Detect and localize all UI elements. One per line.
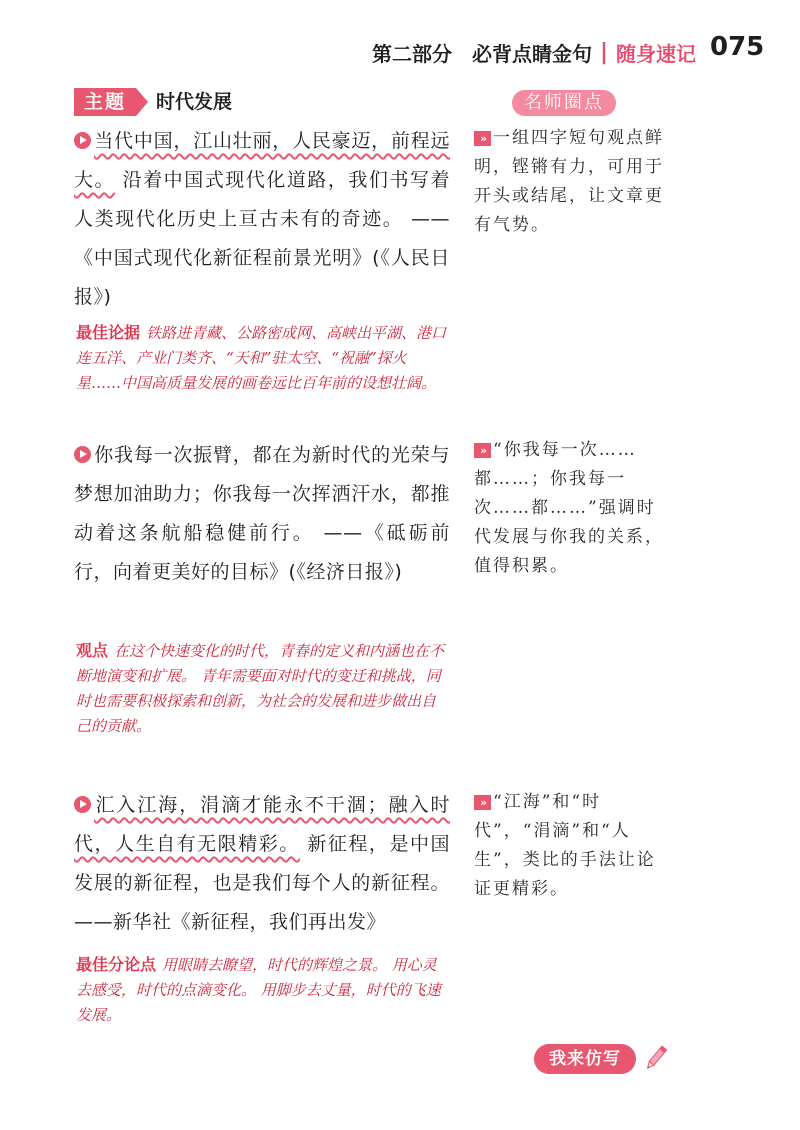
note-1-label: 最佳论据 bbox=[76, 323, 141, 342]
play-bullet-icon bbox=[74, 132, 91, 149]
note-2-text: 在这个快速变化的时代，青春的定义和内涵也在不断地演变和扩展。 青年需要面对时代的变迁和挑战，同时也需要积极探索和创新，为社会的发展和进步做出自己的贡献。 bbox=[76, 642, 445, 735]
quote-3-text: 新征程，是中国发展的新征程，也是我们每个人的新征程。 ——新华社《新征程，我们再出发》 bbox=[74, 833, 450, 933]
page-header bbox=[372, 34, 696, 70]
double-chevron-icon: » bbox=[474, 795, 491, 810]
comment-3-text: “江海”和“时代”，“涓滴”和“人生”，类比的手法让论证更精彩。 bbox=[474, 792, 656, 899]
page-number: 075 bbox=[710, 32, 765, 62]
comment-1-text: 一组四字短句观点鲜明，铿锵有力，可用于开头或结尾，让文章更有气势。 bbox=[474, 128, 664, 235]
header-subsection-title: 随身速记 bbox=[616, 41, 696, 66]
quote-1-highlight: 当代中国，江山壮丽，人民豪迈，前程远大。 bbox=[74, 130, 450, 191]
comment-2 bbox=[474, 436, 670, 581]
theme-tag: 主题 bbox=[74, 88, 136, 116]
note-2 bbox=[76, 638, 448, 739]
note-3 bbox=[76, 952, 448, 1028]
note-1 bbox=[76, 320, 448, 396]
pencil-icon bbox=[640, 1042, 672, 1074]
header-section-title: 第二部分 必背点睛金句 bbox=[371, 41, 592, 66]
header-separator: | bbox=[599, 39, 608, 65]
comment-3 bbox=[474, 788, 670, 904]
double-chevron-icon: » bbox=[474, 443, 491, 458]
play-bullet-icon bbox=[74, 796, 91, 813]
comment-2-text: “你我每一次……都……；你我每一次……都……”强调时代发展与你我的关系，值得积累。 bbox=[474, 440, 664, 576]
note-3-text: 用眼睛去瞭望，时代的辉煌之景。 用心灵去感受，时代的点滴变化。 用脚步去丈量，时代的飞速发展。 bbox=[76, 956, 441, 1024]
notes-badge: 名师圈点 bbox=[512, 90, 616, 116]
quote-1 bbox=[74, 122, 450, 317]
imitate-writing-button[interactable]: 我来仿写 bbox=[534, 1044, 636, 1074]
quote-2-text: 你我每一次振臂，都在为新时代的光荣与梦想加油助力；你我每一次挥洒汗水，都推动着这条航船稳健前行。 ——《砥砺前行，向着更美好的目标》(《经济日报》) bbox=[74, 444, 450, 583]
quote-1-text: 沿着中国式现代化道路，我们书写着人类现代化历史上亘古未有的奇迹。 ——《中国式现代化新征程前景光明》(《人民日报》) bbox=[74, 169, 450, 308]
quote-3 bbox=[74, 786, 450, 942]
quote-2 bbox=[74, 436, 450, 592]
theme-title: 时代发展 bbox=[156, 91, 233, 113]
quote-3-highlight: 汇入江海，涓滴才能永不干涸；融入时代，人生自有无限精彩。 bbox=[74, 794, 450, 855]
note-1-text: 铁路进青藏、公路密成网、高峡出平湖、港口连五洋、产业门类齐、“天和”驻太空、“祝融”探火星……中国高质量发展的画卷远比百年前的设想壮阔。 bbox=[76, 324, 447, 392]
play-bullet-icon bbox=[74, 446, 91, 463]
comment-1 bbox=[474, 124, 670, 240]
note-2-label: 观点 bbox=[76, 641, 109, 660]
double-chevron-icon: » bbox=[474, 131, 491, 146]
note-3-label: 最佳分论点 bbox=[76, 955, 157, 974]
